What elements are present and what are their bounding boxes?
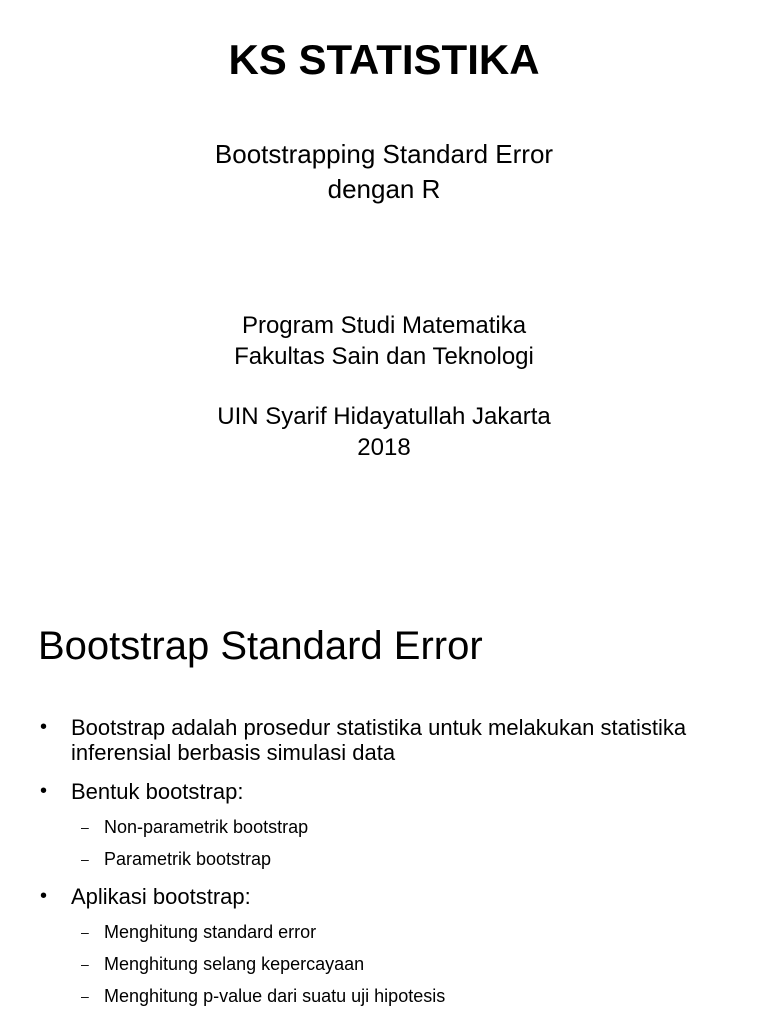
bullet-text: Bootstrap adalah prosedur statistika untuk melakukan statistika inferensial berbasis simulasi data xyxy=(71,715,687,765)
sub-bullet-item xyxy=(71,921,738,943)
subtitle-line: dengan R xyxy=(327,174,441,204)
bullet-list xyxy=(0,715,768,1021)
sub-bullet-item xyxy=(71,816,738,838)
university-name: UIN Syarif Hidayatullah Jakarta xyxy=(217,403,551,430)
bullet-item xyxy=(0,715,768,765)
bullet-icon: • xyxy=(40,885,48,907)
faculty-name: Fakultas Sain dan Teknologi xyxy=(234,343,534,370)
bullet-icon: • xyxy=(40,780,48,802)
dash-icon: – xyxy=(81,988,89,1004)
sub-bullet-text: Non-parametrik bootstrap xyxy=(104,817,309,837)
program-name: Program Studi Matematika xyxy=(241,312,527,339)
subtitle-line: Bootstrapping Standard Error xyxy=(214,139,554,169)
slide-title: Bootstrap Standard Error xyxy=(38,624,483,668)
sub-bullet-text: Parametrik bootstrap xyxy=(104,849,272,869)
content-slide xyxy=(0,590,768,1024)
bullet-icon: • xyxy=(40,716,48,738)
sub-bullet-item xyxy=(71,953,738,975)
sub-bullet-text: Menghitung standard error xyxy=(104,922,317,942)
bullet-item xyxy=(0,779,768,870)
slide-title: KS STATISTIKA xyxy=(228,36,540,83)
dash-icon: – xyxy=(81,956,89,972)
sub-bullet-item xyxy=(71,985,738,1007)
dash-icon: – xyxy=(81,819,89,835)
spacer xyxy=(0,372,768,401)
bullet-text: Aplikasi bootstrap: xyxy=(71,884,251,909)
sub-bullet-text: Menghitung selang kepercayaan xyxy=(104,954,365,974)
institution-block xyxy=(0,310,768,463)
bullet-text: Bentuk bootstrap: xyxy=(71,779,244,804)
sub-bullet-text: Menghitung p-value dari suatu uji hipotesis xyxy=(104,986,446,1006)
dash-icon: – xyxy=(81,851,89,867)
subtitle-block xyxy=(0,137,768,207)
bullet-item xyxy=(0,884,768,1007)
sub-bullet-item xyxy=(71,848,738,870)
year: 2018 xyxy=(357,434,411,461)
sub-bullet-list xyxy=(71,921,738,1007)
dash-icon: – xyxy=(81,924,89,940)
sub-bullet-list xyxy=(71,816,738,870)
